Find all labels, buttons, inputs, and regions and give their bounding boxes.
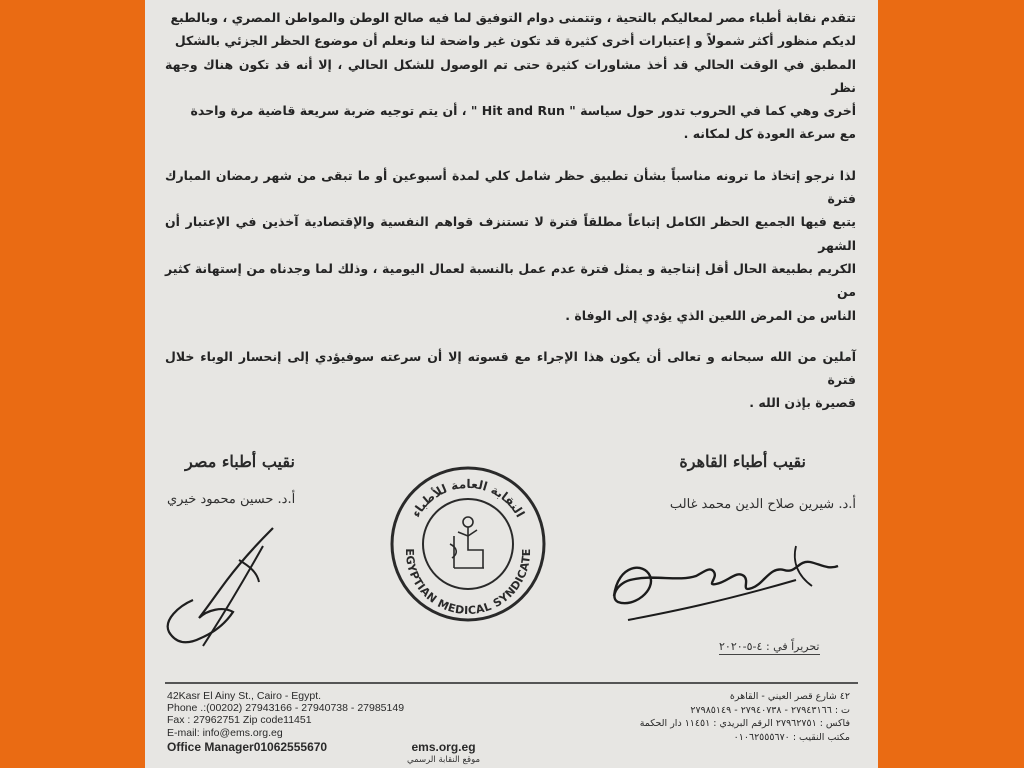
footer-arabic-contact — [640, 690, 850, 744]
cairo-syndicate-head-name: أ.د. شيرين صلاح الدين محمد غالب — [669, 497, 856, 512]
address-line: 42Kasr El Ainy St., Cairo - Egypt. — [167, 690, 322, 702]
text-line: الناس من المرض اللعين الذي يؤدي إلى الوفاة . — [565, 307, 856, 323]
fax-line-ar: فاكس : ٢٧٩٦٢٧٥١ الرقم البريدي : ١١٤٥١ دار الحكمة — [639, 718, 850, 729]
cairo-syndicate-head-title: نقيب أطباء القاهرة — [679, 452, 806, 471]
paragraph-3 — [165, 345, 856, 415]
left-signature — [155, 520, 285, 650]
seal-english-text: EGYPTIAN MEDICAL SYNDICATE — [402, 548, 534, 618]
syndicate-seal — [388, 464, 548, 624]
paragraph-2 — [165, 164, 856, 327]
text-line: قصيرة بإذن الله . — [749, 395, 856, 411]
phone-line: Phone .:(00202) 27943166 - 27940738 - 27985149 — [167, 702, 405, 715]
text-line: أخرى وهي كما في الحروب تدور حول سياسة " Hit and Run " ، أن يتم توجيه ضربة سريعة قاضية مرة واحدة — [190, 103, 856, 119]
text-line: آملين من الله سبحانه و تعالى أن يكون هذا الإجراء مع قسوته إلا أن سرعته سوفيؤدي إلى إنحسار الوباء خلال فترة — [165, 348, 856, 388]
letter-page — [145, 0, 878, 768]
address-line-ar: ٤٢ شارع قصر العيني - القاهرة — [729, 691, 850, 702]
text-line: تتقدم نقابة أطباء مصر لمعاليكم بالتحية ، وتتمنى دوام التوفيق لما فيه صالح الوطن والمواطن المصري ، وبالطبع — [170, 10, 856, 25]
seal-arabic-text: النقابة العامة للأطباء — [408, 476, 528, 520]
text-line: لذا نرجو إتخاذ ما ترونه مناسباً بشأن تطبيق حظر شامل كلي لمدة أسبوعين أو ما تبقى من شهر رمضان المبارك فترة — [165, 167, 856, 207]
office-manager-line: Office Manager01062555670 — [167, 739, 328, 754]
fax-line: Fax : 27962751 Zip code11451 — [167, 714, 312, 727]
footer-english-contact — [167, 690, 404, 753]
website-label: موقع النقابة الرسمي — [407, 755, 481, 765]
office-line-ar: مكتب النقيب : ٠١٠٦٢٥٥٥٦٧٠ — [733, 731, 850, 743]
letter-body — [165, 6, 856, 433]
phone-line-ar: ت : ٢٧٩٤٣١٦٦ - ٢٧٩٤٠٧٣٨ - ٢٧٩٨٥١٤٩ — [690, 704, 850, 716]
issue-date: تحريراً في : ٤-٥-٢٠٢٠ — [719, 640, 820, 653]
text-line: المطبق في الوقت الحالي قد أخذ مشاورات كثيرة حتى تم الوصول للشكل الحالي ، إلا أنه قد تكون هناك وجهة نظر — [165, 56, 856, 95]
footer-website — [407, 740, 480, 765]
email-line: E-mail: info@ems.org.eg — [167, 726, 283, 739]
text-line: مع سرعة العودة كل لمكانه . — [683, 126, 856, 142]
text-line: يتبع فيها الجميع الحظر الكامل إتباعاً مطلقاً فترة لا تستنزف قواهم النفسية والإقتصادية آخذين في الإعتبار أن الشهر — [165, 214, 856, 253]
paragraph-1 — [165, 6, 856, 146]
footer-divider — [165, 682, 858, 684]
egypt-syndicate-head-name: أ.د. حسين محمود خيري — [167, 492, 296, 507]
text-line: لديكم منظور أكثر شمولاً و إعتبارات أخرى كثيرة قد تكون غير واضحة لنا ونعلم أن موضوع الحظر الجزئي بالشكل — [174, 33, 856, 49]
text-line: الكريم بطبيعة الحال أقل إنتاجية و يمثل فترة عدم عمل بالنسبة لعمال اليومية ، وذلك لما وجدناه من إستهانة كثير من — [165, 260, 856, 300]
right-signature — [600, 540, 850, 630]
seated-physician-emblem — [450, 517, 484, 568]
egypt-syndicate-head-title: نقيب أطباء مصر — [185, 452, 295, 471]
website-link[interactable]: ems.org.eg — [411, 740, 476, 754]
